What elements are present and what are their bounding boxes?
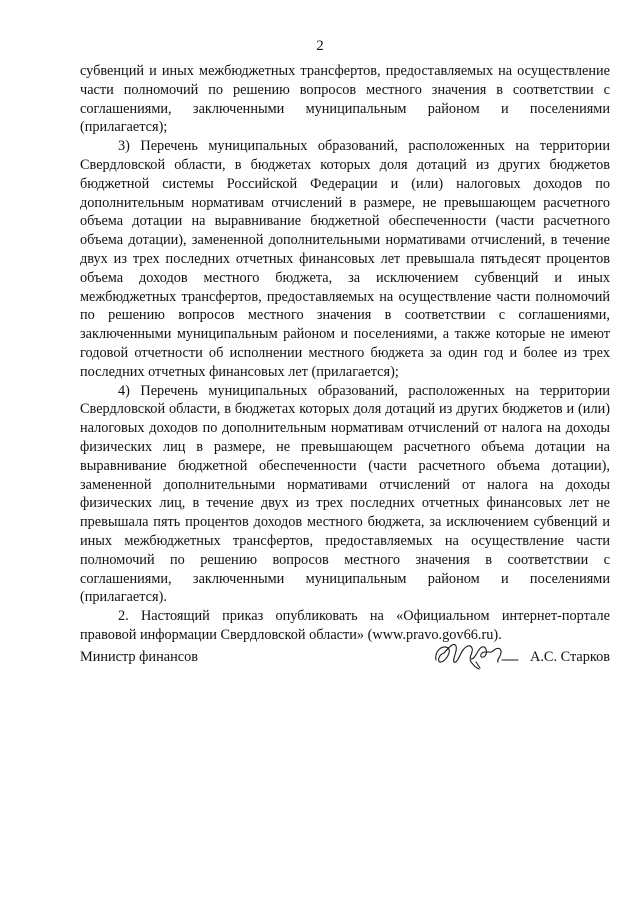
paragraph-item-4: 4) Перечень муниципальных образований, расположенных на территории Свердловской области, в бюджетах которых доля дотаций из других бюджетов и (или) налоговых доходов по дополнительным нормативам отчислений от налога на доходы физических лиц в размере, не превышающем расчетного объема дотации на выравнивание бюджетной обеспеченности (части расчетного объема дотации), замененной дополнительными нормативами отчислений от налога на доходы физических лиц, в течение двух из трех последних отчетных финансовых лет не превышала пять процентов доходов местного бюджета, за исключением субвенций и иных межбюджетных трансфертов, предоставляемых на осуществление части полномочий по решению вопросов местного значения в соответствии с соглашениями, заключенными муниципальным районом и поселениями (прилагается). [80,382,610,606]
signature-block [80,648,610,678]
paragraph-item-3: 3) Перечень муниципальных образований, расположенных на территории Свердловской области, в бюджетах которых доля дотаций из других бюджетов бюджетной системы Российской Федерации и (или) налоговых доходов по дополнительным нормативам отчислений в размере, не превышающем расчетного объема дотации на выравнивание бюджетной обеспеченности (части расчетного объема дотации), замененной дополнительными нормативами отчислений, в течение двух из трех последних отчетных финансовых лет превышала пятьдесят процентов объема доходов местного бюджета, за исключением субвенций и иных межбюджетных трансфертов, предоставляемых на осуществление части полномочий по решению вопросов местного значения в соответствии с соглашениями, заключенными муниципальным районом и поселениями, а также которые не имеют годовой отчетности об исполнении местного бюджета за один год и более из трех последних отчетных финансовых лет (прилагается); [80,138,610,380]
handwritten-signature [430,634,525,674]
page-number: 2 [316,38,324,54]
paragraph-continuation: субвенций и иных межбюджетных трансфертов, предоставляемых на осуществление части полномочий по решению вопросов местного значения в соответствии с соглашениями, заключенными муниципальным районом и поселениями (прилагается); [80,63,610,136]
signer-title: Министр финансов [80,649,198,665]
paragraph-publication: 2. Настоящий приказ опубликовать на «Официальном интернет-портале правовой информации Свердловской области» (www.pravo.gov66.ru). [80,608,610,643]
signer-name: А.С. Старков [530,649,610,665]
document-body [80,62,610,645]
